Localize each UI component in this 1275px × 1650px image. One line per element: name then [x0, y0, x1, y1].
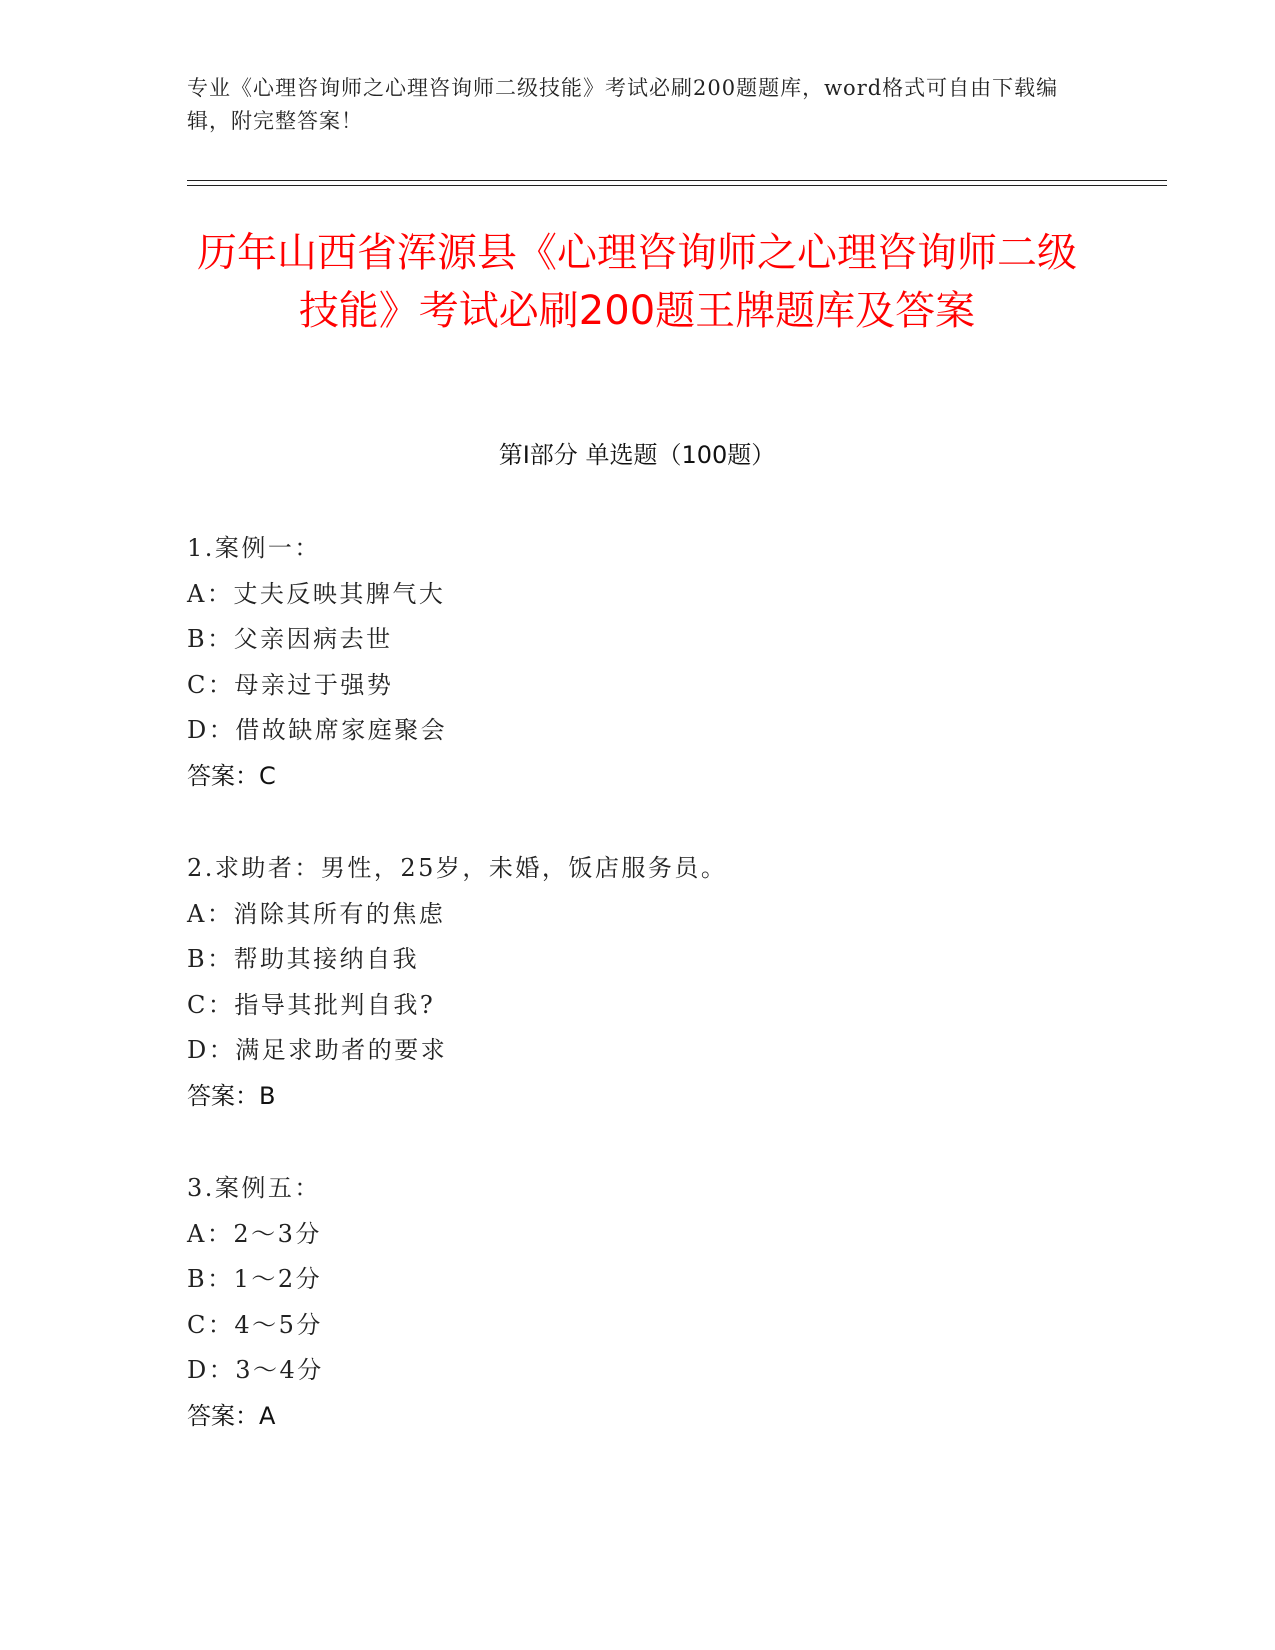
option-a: A：消除其所有的焦虑 [187, 899, 446, 928]
header-divider-top [187, 180, 1167, 181]
option-a: A：丈夫反映其脾气大 [187, 579, 446, 608]
option-d: D：借故缺席家庭聚会 [187, 716, 448, 744]
question-stem: 3.案例五： [187, 1174, 321, 1202]
option-c: C：指导其批判自我? [187, 990, 436, 1019]
document-title: 历年山西省浑源县《心理咨询师之心理咨询师二级技能》考试必刷200题王牌题库及答案 [197, 230, 1077, 334]
answer-line: 答案：C [187, 761, 276, 790]
option-b: B：1～2分 [187, 1265, 323, 1293]
question-stem: 1.案例一： [187, 534, 321, 562]
header-note: 专业《心理咨询师之心理咨询师二级技能》考试必刷200题题库，word格式可自由下载编辑，附完整答案！ [187, 76, 1059, 133]
section-heading: 第Ⅰ部分 单选题（100题） [498, 441, 776, 469]
option-b: B：父亲因病去世 [187, 625, 393, 653]
option-d: D：满足求助者的要求 [187, 1036, 448, 1064]
option-c: C：母亲过于强势 [187, 670, 394, 699]
answer-line: 答案：B [187, 1081, 276, 1110]
option-d: D：3～4分 [187, 1356, 324, 1384]
question-1 [187, 526, 1087, 799]
question-stem: 2.求助者：男性，25岁，未婚，饭店服务员。 [187, 854, 728, 882]
option-c: C：4～5分 [187, 1310, 323, 1339]
option-b: B：帮助其接纳自我 [187, 945, 420, 973]
question-3 [187, 1166, 1087, 1439]
header-divider-bottom [187, 185, 1167, 186]
option-a: A：2～3分 [187, 1219, 322, 1248]
question-2 [187, 846, 1087, 1119]
answer-line: 答案：A [187, 1401, 276, 1430]
